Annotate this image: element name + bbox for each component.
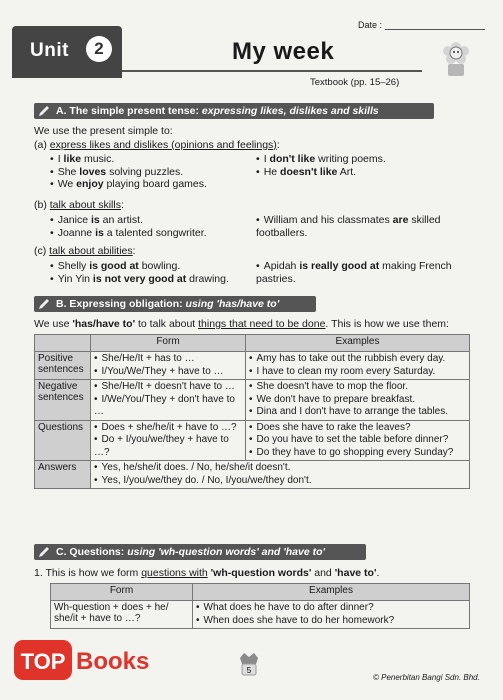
form-item: • I/You/We/They + have to …	[94, 366, 242, 379]
header-form: Form	[51, 584, 193, 601]
form-cell	[91, 420, 246, 461]
item-text: William and his classmates	[263, 214, 393, 226]
table-row	[35, 461, 470, 489]
a-left-list	[50, 153, 207, 191]
example-item: • Do they have to go shopping every Sunday?	[249, 447, 466, 460]
item-text: I	[263, 153, 270, 165]
item-bold: is really good at	[299, 260, 380, 272]
form-item: • I/We/You/They + don't have to …	[94, 394, 242, 419]
b-left-list	[50, 214, 207, 239]
table-header-row	[35, 335, 470, 352]
answer-item: • Yes, I/you/we/they do. / No, I/you/we/they don't.	[94, 475, 466, 488]
form-item: • Do + I/you/we/they + have to …?	[94, 434, 242, 459]
item-bold: enjoy	[76, 178, 104, 190]
section-c-title: C. Questions: using 'wh-question words' and 'have to'	[56, 546, 326, 558]
list-item	[256, 153, 386, 166]
list-item	[50, 227, 207, 240]
item-bold: is good at	[89, 260, 139, 272]
section-a-intro: We use the present simple to:	[34, 125, 173, 137]
section-b-title: B. Expressing obligation: using 'has/have to'	[56, 298, 280, 310]
pencil-icon	[36, 103, 52, 119]
form-item: • She/He/It + has to …	[94, 353, 242, 366]
copyright-text: © Penerbitan Bangi Sdn. Bhd.	[373, 673, 480, 682]
item-text: music.	[81, 153, 115, 165]
section-b-intro: We use 'has/have to' to talk about things that need to be done. This is how we use them:	[34, 318, 449, 330]
item-text: solving puzzles.	[106, 165, 184, 178]
list-item	[50, 166, 207, 179]
svg-text:Books: Books	[76, 648, 150, 675]
list-item	[256, 214, 476, 239]
item-text: writing poems.	[315, 153, 386, 165]
list-item	[50, 178, 207, 191]
item-bold: don't like	[269, 153, 316, 165]
form-item: • She/He/It + doesn't have to …	[94, 381, 242, 394]
list-item	[50, 153, 207, 166]
date-field	[358, 20, 485, 30]
b-heading: (b) talk about skills:	[34, 199, 124, 211]
answer-item: • Yes, he/she/it does. / No, he/she/it doesn't.	[94, 462, 466, 475]
item-text: a talented songwriter.	[103, 226, 207, 239]
examples-cell	[246, 352, 470, 380]
a-heading: (a) express likes and dislikes (opinions and feelings):	[34, 139, 280, 151]
item-text: Apidah	[263, 260, 300, 272]
page-title: My week	[232, 38, 335, 65]
example-item: • What does he have to do after dinner?	[196, 602, 466, 615]
obligation-table	[34, 334, 470, 489]
row-heading: Negative sentences	[35, 380, 91, 421]
title-divider	[122, 70, 422, 72]
item-bold: are	[392, 214, 409, 226]
form-cell: Wh-question + does + he/ she/it + have to …?	[51, 601, 193, 629]
item-bold: loves	[79, 165, 107, 178]
row-heading: Answers	[35, 461, 91, 489]
item-bold: like	[63, 153, 82, 165]
item-text: an artist.	[99, 214, 143, 226]
item-text: Art.	[337, 165, 357, 178]
list-item	[256, 166, 386, 179]
unit-number: 2	[86, 36, 112, 62]
wh-question-table	[50, 583, 470, 629]
example-item: • When does she have to do her homework?	[196, 615, 466, 628]
answers-cell	[91, 461, 470, 489]
examples-cell	[193, 601, 470, 629]
row-heading: Positive sentences	[35, 352, 91, 380]
header-examples: Examples	[246, 335, 470, 352]
list-item	[50, 260, 229, 273]
item-bold: doesn't like	[280, 165, 338, 178]
example-item: • Amy has to take out the rubbish every day.	[249, 353, 466, 366]
table-row	[35, 380, 470, 421]
example-item: • She doesn't have to mop the floor.	[249, 381, 466, 394]
item-bold: is not very good at	[92, 272, 187, 285]
examples-cell	[246, 380, 470, 421]
table-header-row	[51, 584, 470, 601]
c-right-list	[256, 260, 476, 285]
form-item: • Does + she/he/it + have to …?	[94, 422, 242, 435]
svg-text:TOP: TOP	[20, 649, 66, 674]
form-cell	[91, 380, 246, 421]
item-text: making French pastries.	[256, 260, 452, 285]
item-text: Shelly	[57, 260, 90, 272]
unit-label: Unit	[30, 40, 69, 61]
header-examples: Examples	[193, 584, 470, 601]
table-row	[51, 601, 470, 629]
item-text: He	[263, 165, 281, 178]
item-text: Yin Yin	[57, 272, 93, 285]
pencil-icon	[36, 296, 52, 312]
item-text: I	[57, 153, 64, 165]
c-heading: (c) talk about abilities:	[34, 245, 136, 257]
item-text: She	[57, 165, 80, 178]
header-form: Form	[91, 335, 246, 352]
item-text: Janice	[57, 214, 91, 226]
pencil-icon	[36, 544, 52, 560]
b-right-list	[256, 214, 476, 239]
textbook-reference: Textbook (pp. 15–26)	[310, 77, 400, 88]
c-left-list	[50, 260, 229, 285]
list-item	[50, 273, 229, 286]
item-text: drawing.	[186, 272, 229, 285]
date-line[interactable]	[385, 21, 485, 30]
item-text: skilled footballers.	[256, 214, 441, 239]
item-bold: is	[90, 214, 100, 226]
examples-cell	[246, 420, 470, 461]
list-item	[256, 260, 476, 285]
item-text: bowling.	[138, 260, 181, 272]
section-a-title: A. The simple present tense: expressing likes, dislikes and skills	[56, 105, 379, 117]
table-row	[35, 420, 470, 461]
date-label: Date :	[358, 20, 383, 30]
item-bold: is	[95, 226, 104, 239]
page-number-badge	[236, 650, 262, 676]
topbooks-logo	[12, 636, 152, 684]
example-item: • Does she have to rake the leaves?	[249, 422, 466, 435]
list-item	[50, 214, 207, 227]
flower-pot-icon	[436, 38, 476, 78]
table-row	[35, 352, 470, 380]
example-item: • We don't have to prepare breakfast.	[249, 394, 466, 407]
a-right-list	[256, 153, 386, 178]
row-heading: Questions	[35, 420, 91, 461]
item-text: We	[57, 178, 77, 190]
item-text: playing board games.	[103, 178, 207, 190]
svg-text:5: 5	[246, 666, 252, 675]
item-text: Joanne	[57, 226, 96, 239]
form-cell	[91, 352, 246, 380]
example-item: • Dina and I don't have to arrange the tables.	[249, 406, 466, 419]
example-item: • Do you have to set the table before dinner?	[249, 434, 466, 447]
header-blank	[35, 335, 91, 352]
example-item: • I have to clean my room every Saturday.	[249, 366, 466, 379]
section-c-item: 1. This is how we form questions with 'wh-question words' and 'have to'.	[34, 567, 380, 579]
